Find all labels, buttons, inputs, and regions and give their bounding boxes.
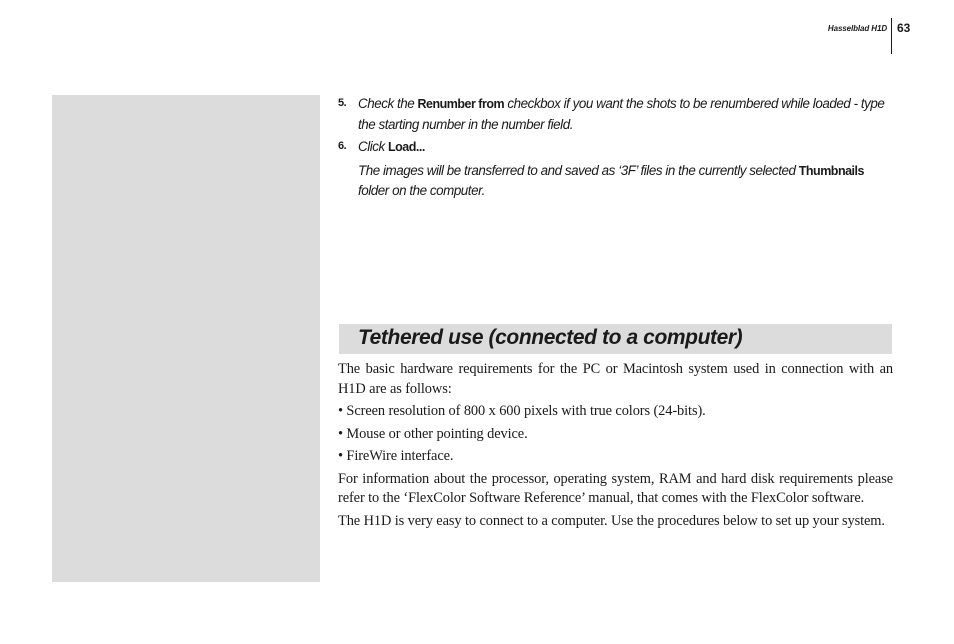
step-list <box>338 94 894 201</box>
intro-paragraph: The basic hardware requirements for the PC or Macintosh system used in connection with an H1D are as follows: <box>338 361 893 397</box>
step-ui-label: Load... <box>388 140 425 154</box>
section-title: Tethered use (connected to a computer) <box>358 326 743 349</box>
step-text-suffix: checkbox if you want the shots to be renumbered while loaded - type the starting number in the number field. <box>358 96 885 132</box>
section-heading-bar <box>339 324 892 354</box>
note-text-suffix: folder on the computer. <box>358 183 485 198</box>
header-divider <box>891 18 892 54</box>
step-number: 5. <box>338 97 347 109</box>
body-text <box>338 360 893 534</box>
step-ui-label: Renumber from <box>417 97 505 111</box>
step-text-prefix: Check the <box>358 96 418 111</box>
note-ui-label: Thumbnails <box>798 163 864 178</box>
step-6 <box>338 137 894 158</box>
step-5 <box>338 94 894 134</box>
step-6-note <box>338 161 894 201</box>
connect-paragraph: The H1D is very easy to connect to a computer. Use the procedures below to set up your system. <box>338 512 885 529</box>
step-text-prefix: Click <box>358 139 389 154</box>
bullet-item: • Screen resolution of 800 x 600 pixels with true colors (24-bits). <box>338 403 706 419</box>
step-number: 6. <box>338 140 347 152</box>
page-number: 63 <box>897 21 911 35</box>
side-panel <box>52 95 320 582</box>
note-text-prefix: The images will be transferred to and saved as ‘3F’ files in the currently selected <box>358 162 799 178</box>
info-paragraph: For information about the processor, operating system, RAM and hard disk requirements please refer to the ‘FlexColor Software Reference’ manual, that comes with the FlexColor software. <box>338 470 893 506</box>
running-header-product: Hasselblad H1D <box>827 24 887 33</box>
bullet-item: • FireWire interface. <box>338 448 454 464</box>
bullet-item: • Mouse or other pointing device. <box>338 425 528 442</box>
